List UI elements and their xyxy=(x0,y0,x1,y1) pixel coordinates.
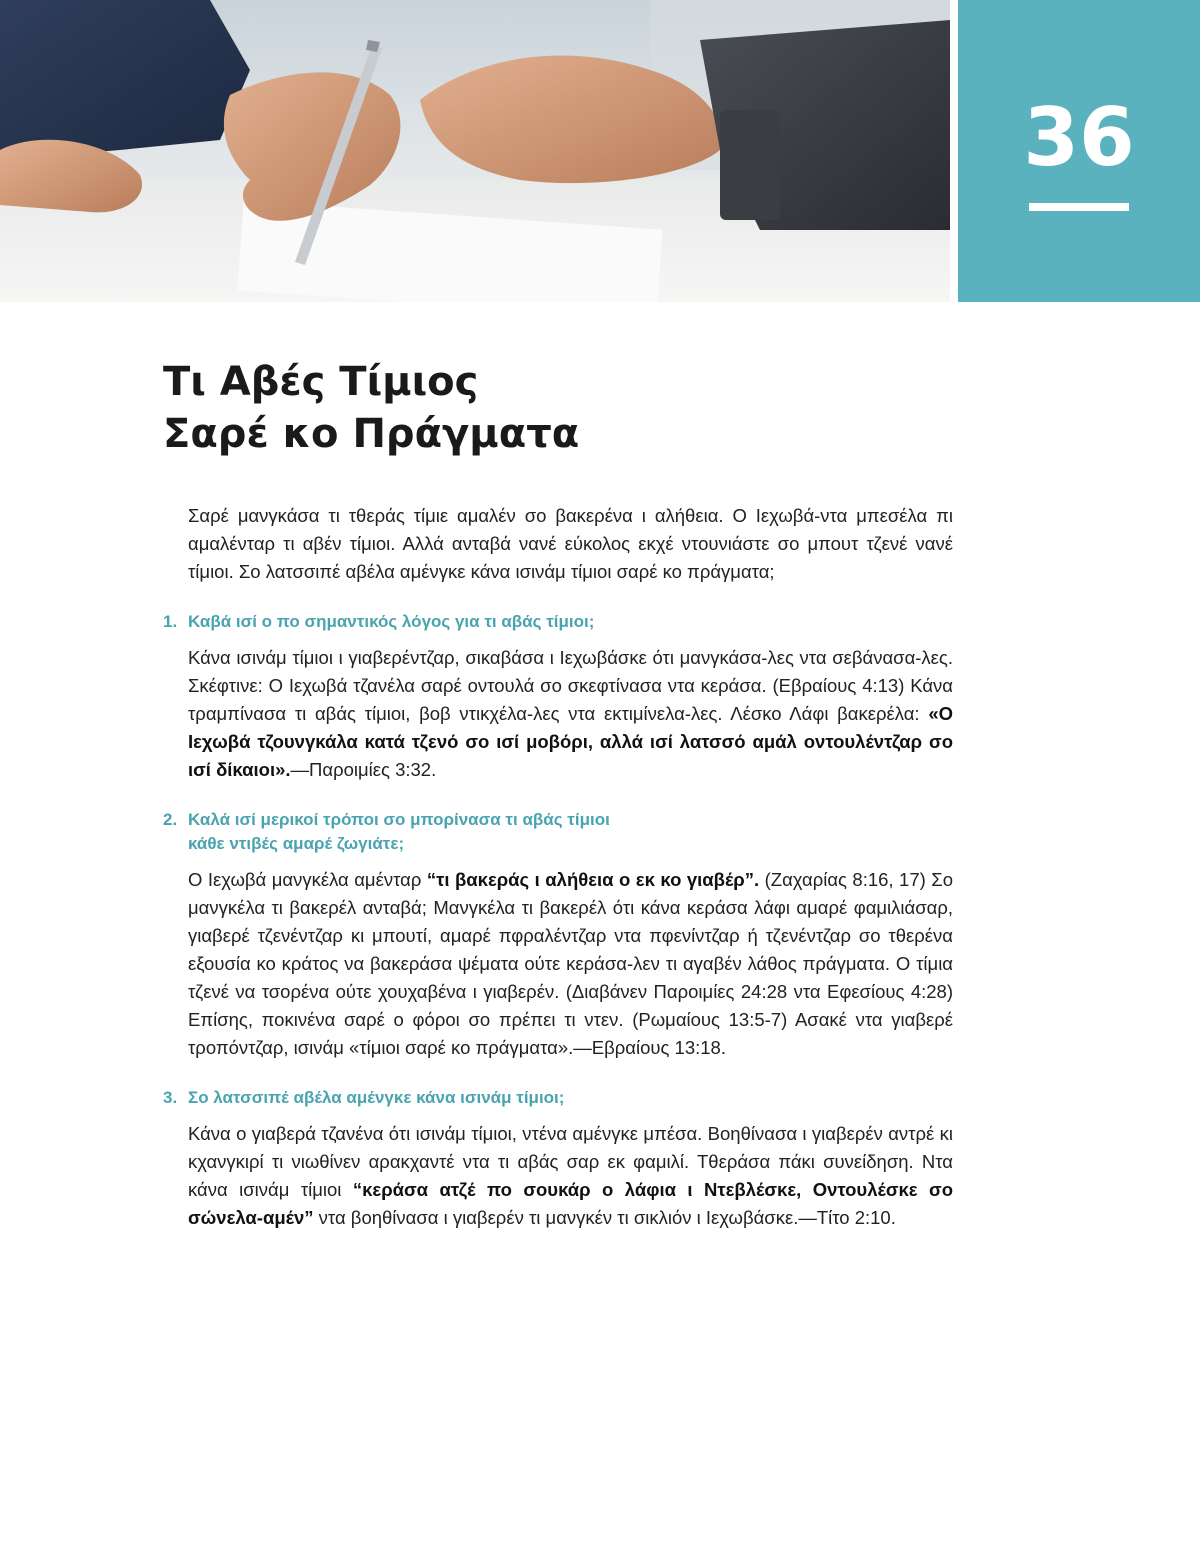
question-number: 1. xyxy=(163,612,178,631)
scripture-quote: “τι βακεράς ι αλήθεια ο εκ κο γιαβέρ”. xyxy=(426,869,760,890)
page-title-line1: Τι Αβές Τίμιος xyxy=(163,359,479,405)
answer-reference: —Παροιμίες 3:32. xyxy=(290,759,437,780)
question-number: 3. xyxy=(163,1088,178,1107)
question-text: Καβά ισί ο πο σημαντικός λόγος για τι αβάς τίμιοι; xyxy=(188,612,595,631)
question-text: Καλά ισί μερικοί τρόποι σο μπορίνασα τι αβάς τίμιοι xyxy=(188,810,610,829)
lesson-number-block xyxy=(958,0,1200,302)
question-heading-3 xyxy=(163,1086,953,1110)
scripture-quote: «Ο Ιεχωβά τζουνγκάλα κατά τζενό σο ισί μοβόρι, αλλά ισί λατσσό αμάλ οντουλέντζαρ σο ισί δίκαιοι». xyxy=(188,703,953,780)
answer-text-continued: (Ζαχαρίας 8:16, 17) Σο μανγκέλα τι βακερέλ ανταβά; Μανγκέλα τι βακερέλ ότι κάνα κεράσα λάφι αμαρέ φαμιλιάσαρ, γιαβερέ τζενέντζαρ κι μπουτί, αμαρέ πφραλέντζαρ ντα πφενίντζαρ ή τζενέντζαρ σο τθερένα εξουσία κο κράτος να βακεράσα ψέματα ούτε κεράσα-λεν τι αγαβέν λάθος πράγματα. Ο τίμια τζενέ να τσορένα ούτε χουχαβένα ι γιαβερέν. (Διαβάνεν Παροιμίες 24:28 ντα Εφεσίους 4:28) Επίσης, ποκινένα σαρέ ο φόροι σο πρέπει τι ντεν. (Ρωμαίους 13:5-7) Ασακέ ντα γιαβερέ τροπόντζαρ, ισινάμ «τίμιοι σαρέ κο πράγματα».—Εβραίους 13:18. xyxy=(188,869,953,1058)
intro-paragraph: Σαρέ μανγκάσα τι τθεράς τίμιε αμαλέν σο βακερένα ι αλήθεια. Ο Ιεχωβά-ντα μπεσέλα πι αμαλένταρ τι αβέν τίμιοι. Αλλά ανταβά νανέ εύκολος εκχέ ντουνιάστε σο μπουτ τζενέ νανέ τίμιοι. Σο λατσσιπέ αβέλα αμένγκε κάνα ισινάμ τίμιοι σαρέ κο πράγματα; xyxy=(188,505,953,582)
header-photo xyxy=(0,0,950,302)
lesson-number: 36 xyxy=(1023,91,1135,184)
question-text: Σο λατσσιπέ αβέλα αμένγκε κάνα ισινάμ τίμιοι; xyxy=(188,1088,565,1107)
page-title xyxy=(163,356,579,460)
answer-paragraph-1 xyxy=(188,644,953,784)
answer-text-continued: ντα βοηθίνασα ι γιαβερέν τι μανγκέν τι σικλιόν ι Ιεχωβάσκε.—Τίτο 2:10. xyxy=(313,1207,896,1228)
answer-paragraph-3 xyxy=(188,1120,953,1232)
page-title-line2: Σαρέ κο Πράγματα xyxy=(163,411,580,457)
answer-text: Κάνα ισινάμ τίμιοι ι γιαβερέντζαρ, σικαβάσα ι Ιεχωβάσκε ότι μανγκάσα-λες ντα σεβάνασα-λες. Σκέφτινε: Ο Ιεχωβά τζανέλα σαρέ οντουλά σο σκεφτίνασα ντα κεράσα. (Εβραίους 4:13) Κάνα τραμπίνασα τι αβάς τίμιοι, βοβ ντικχέλα-λες ντα εκτιμίνελα-λες. Λέσκο Λάφι βακερέλα: xyxy=(188,647,953,724)
lesson-body xyxy=(163,502,953,1232)
question-heading-2 xyxy=(163,808,953,856)
answer-paragraph-2 xyxy=(188,866,953,1062)
question-number: 2. xyxy=(163,810,178,829)
question-text-line2: κάθε ντιβές αμαρέ ζωγιάτε; xyxy=(188,834,405,853)
answer-text: Ο Ιεχωβά μανγκέλα αμένταρ xyxy=(188,869,427,890)
scripture-quote: “κεράσα ατζέ πο σουκάρ ο λάφια ι Ντεβλέσκε, Οντουλέσκε σο σώνελα-αμέν” xyxy=(188,1179,953,1228)
lesson-number-underline xyxy=(1029,203,1129,211)
question-heading-1 xyxy=(163,610,953,634)
answer-text: Κάνα ο γιαβερά τζανένα ότι ισινάμ τίμιοι, ντένα αμένγκε μπέσα. Βοηθίνασα ι γιαβερέν αντρέ κι κχανγκιρί τι νιωθίνεν αρακχαντέ ντα τι αβάς σαρ εκ φαμιλί. Τθεράσα πάκι συνείδηση. Ντα κάνα ισινάμ τίμιοι xyxy=(188,1123,953,1200)
